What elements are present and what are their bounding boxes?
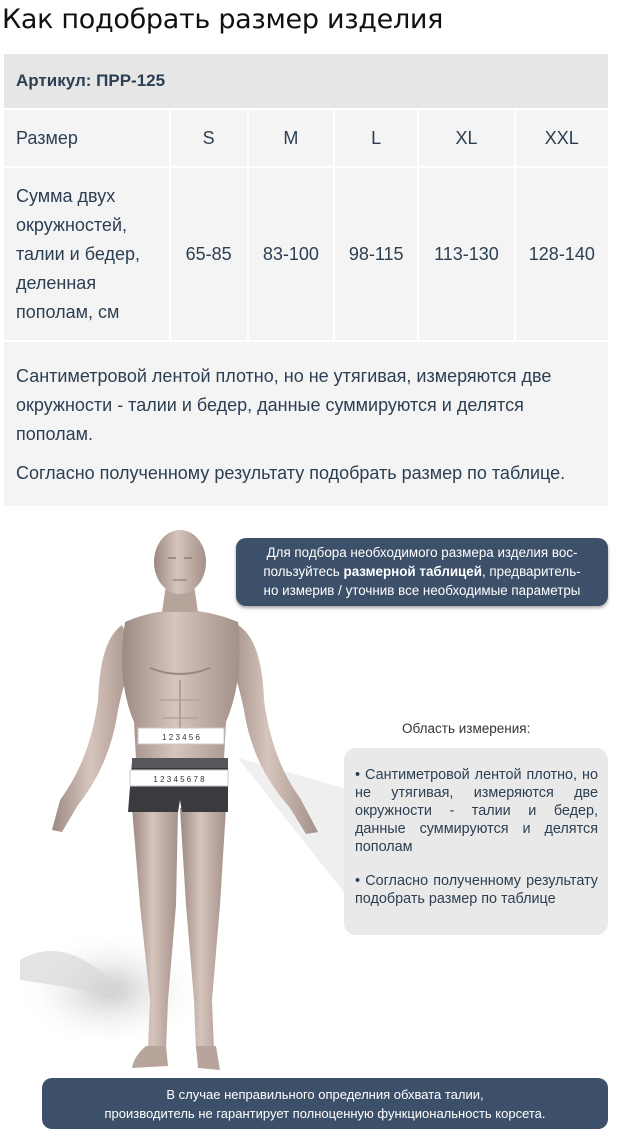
article-number: Артикул: ПРР-125 xyxy=(4,54,608,108)
callout-text: пользуйтесь xyxy=(263,564,344,579)
callout-line xyxy=(236,562,608,581)
size-xxl: XXL xyxy=(516,110,608,166)
hip-tape-numbers: 1 2 3 4 5 6 7 8 xyxy=(153,775,205,784)
size-m: M xyxy=(249,110,333,166)
warning-line: производитель не гарантирует полноценную функциональность корсета. xyxy=(104,1106,546,1121)
callout-text: , предваритель- xyxy=(481,564,581,579)
note-instructions: Сантиметровой лентой плотно, но не утягивая, измеряются две окружности - талии и бедер, данные суммируются и делятся пополам. xyxy=(16,366,552,444)
note-selection: Согласно полученному результату подобрать размер по таблице. xyxy=(16,463,566,483)
size-label: Размер xyxy=(4,110,169,166)
range-xxl: 128-140 xyxy=(516,168,608,340)
callout-line: Для подбора необходимого размера изделия вос- xyxy=(266,545,578,560)
size-l: L xyxy=(335,110,417,166)
measurement-label-line: Сумма двух xyxy=(16,185,116,206)
callout-line: но измерив / уточнив все необходимые параметры xyxy=(263,583,581,598)
measurement-label-line: пополам, см xyxy=(16,301,120,322)
measurement-info-box xyxy=(344,748,608,935)
right-foot xyxy=(196,1046,220,1070)
shorts-waistband xyxy=(132,758,228,768)
range-m: 83-100 xyxy=(249,168,333,340)
pointer-wedge xyxy=(238,758,350,900)
warning-line: В случае неправильного определния обхвата талии, xyxy=(166,1087,484,1102)
measurement-bullet: • Сантиметровой лентой плотно, но не утягивая, измеряются две окружности - талии и бедер, данные суммируются и делятся пополам xyxy=(355,767,598,855)
callout-emphasis: размерной таблицей xyxy=(343,564,482,579)
size-s: S xyxy=(171,110,247,166)
range-s: 65-85 xyxy=(171,168,247,340)
waist-tape-numbers: 1 2 3 4 5 6 xyxy=(162,733,200,742)
warning-banner xyxy=(42,1078,608,1129)
size-table-callout xyxy=(236,538,608,606)
page-title: Как подобрать размер изделия xyxy=(2,4,444,35)
measurement-bullet: • Согласно полученному результату подобрать размер по таблице xyxy=(355,873,598,907)
head xyxy=(154,530,206,594)
range-xl: 113-130 xyxy=(419,168,513,340)
size-xl: XL xyxy=(419,110,513,166)
measurement-label-line: талии и бедер, xyxy=(16,243,140,264)
range-l: 98-115 xyxy=(335,168,417,340)
measurement-area-heading: Область измерения: xyxy=(402,721,531,736)
measurement-label-line: деленная xyxy=(16,272,97,293)
left-foot xyxy=(132,1046,168,1068)
measurement-label-line: окружностей, xyxy=(16,214,127,235)
